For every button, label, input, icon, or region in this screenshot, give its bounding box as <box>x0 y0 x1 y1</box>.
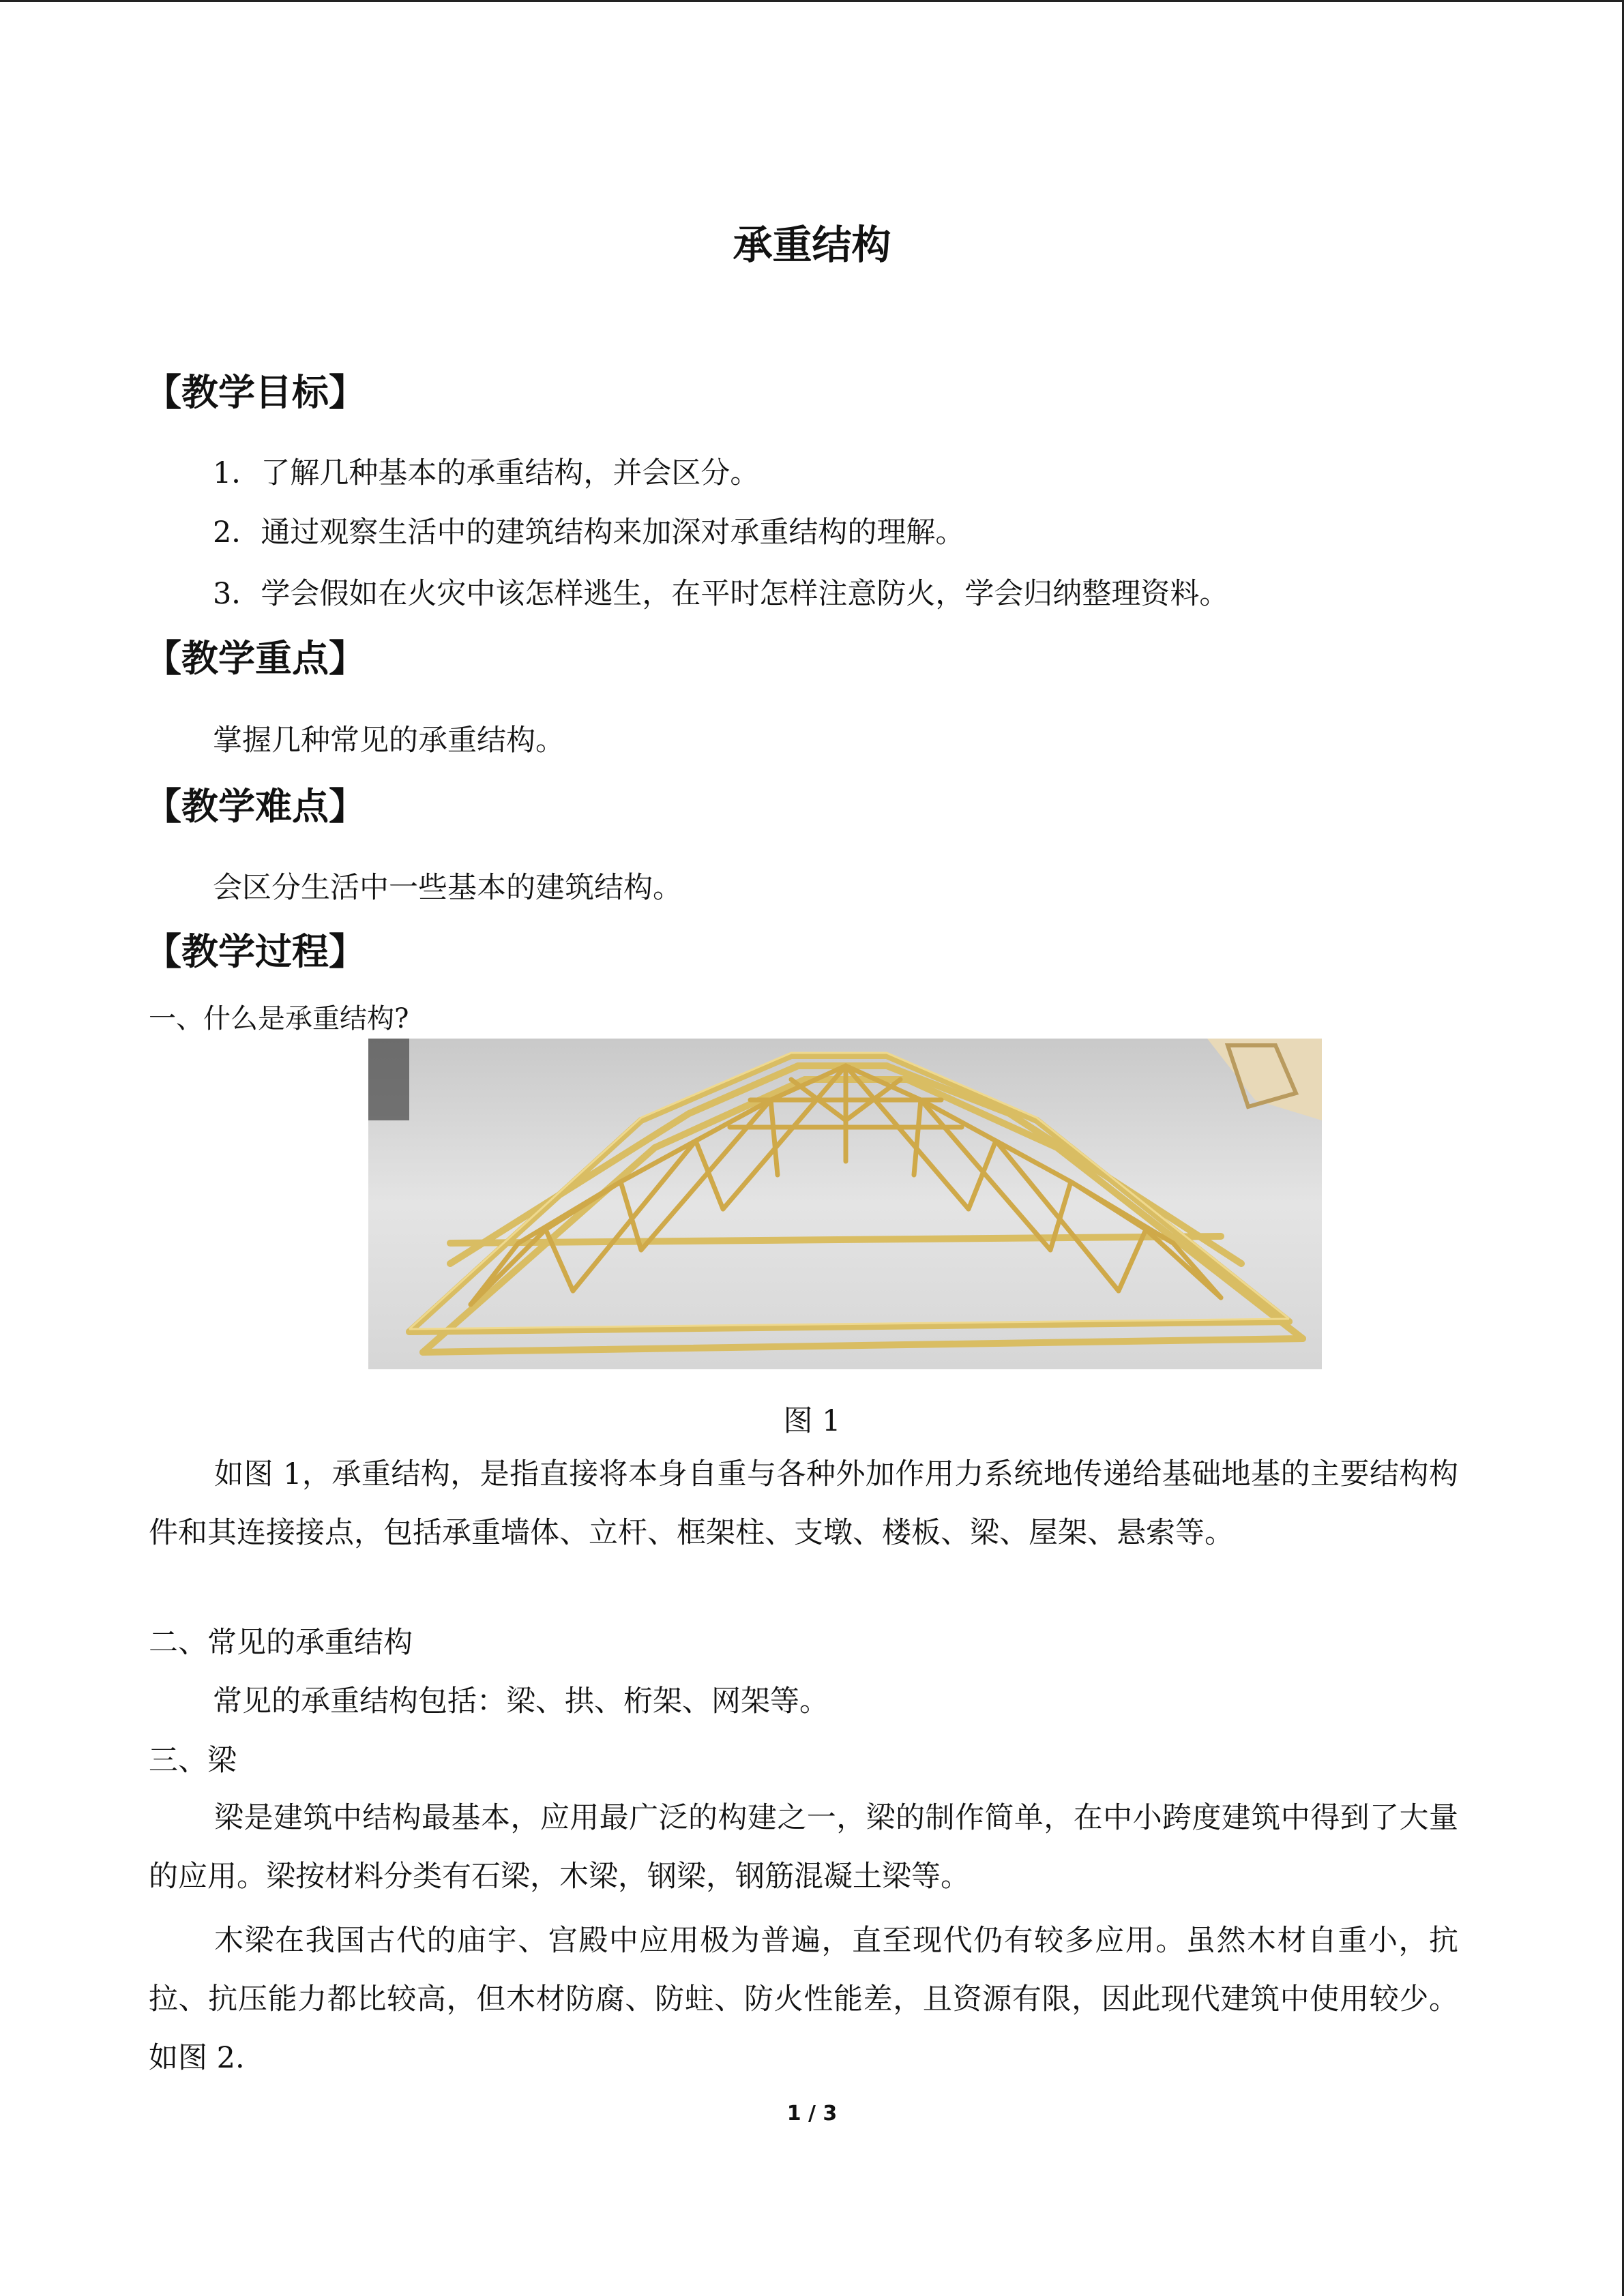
figure-1-caption: 图 1 <box>783 1404 841 1438</box>
section-1-title: 一、什么是承重结构? <box>149 1003 409 1034</box>
heading-difficult-points: 【教学难点】 <box>145 785 366 828</box>
page-top-border <box>0 0 1624 2</box>
page-number: 1 / 3 <box>786 2102 838 2126</box>
paragraph-definition: 如图 1，承重结构，是指直接将本身自重与各种外加作用力系统地传递给基础地基的主要结构构件和其连接接点，包括承重墙体、立杆、框架柱、支墩、楼板、梁、屋架、悬索等。 <box>149 1457 1458 1550</box>
page-title: 承重结构 <box>733 222 891 268</box>
goal-item-1: 1．了解几种基本的承重结构，并会区分。 <box>213 456 760 490</box>
goal-item-3: 3．学会假如在火灾中该怎样逃生，在平时怎样注意防火，学会归纳整理资料。 <box>213 577 1229 611</box>
section-3-title: 三、梁 <box>149 1744 237 1778</box>
paragraph-beam: 梁是建筑中结构最基本，应用最广泛的构建之一，梁的制作简单，在中小跨度建筑中得到了大量的应用。梁按材料分类有石梁，木梁，钢梁，钢筋混凝土梁等。 <box>149 1801 1458 1894</box>
key-points-text: 掌握几种常见的承重结构。 <box>213 724 565 758</box>
section-2-title: 二、常见的承重结构 <box>149 1626 413 1660</box>
paragraph-wood-beam: 木梁在我国古代的庙宇、宫殿中应用极为普遍，直至现代仍有较多应用。虽然木材自重小，抗拉、抗压能力都比较高，但木材防腐、防蛀、防火性能差，且资源有限，因此现代建筑中使用较少。如图 2. <box>149 1924 1458 2075</box>
heading-teaching-process: 【教学过程】 <box>145 930 366 973</box>
goal-item-2: 2．通过观察生活中的建筑结构来加深对承重结构的理解。 <box>213 516 965 550</box>
heading-key-points: 【教学重点】 <box>145 637 366 680</box>
truss-bridge-photo <box>368 1039 1322 1369</box>
difficult-points-text: 会区分生活中一些基本的建筑结构。 <box>213 871 682 905</box>
heading-teaching-goals: 【教学目标】 <box>145 371 366 414</box>
paragraph-common-structures: 常见的承重结构包括：梁、拱、桁架、网架等。 <box>213 1684 829 1718</box>
